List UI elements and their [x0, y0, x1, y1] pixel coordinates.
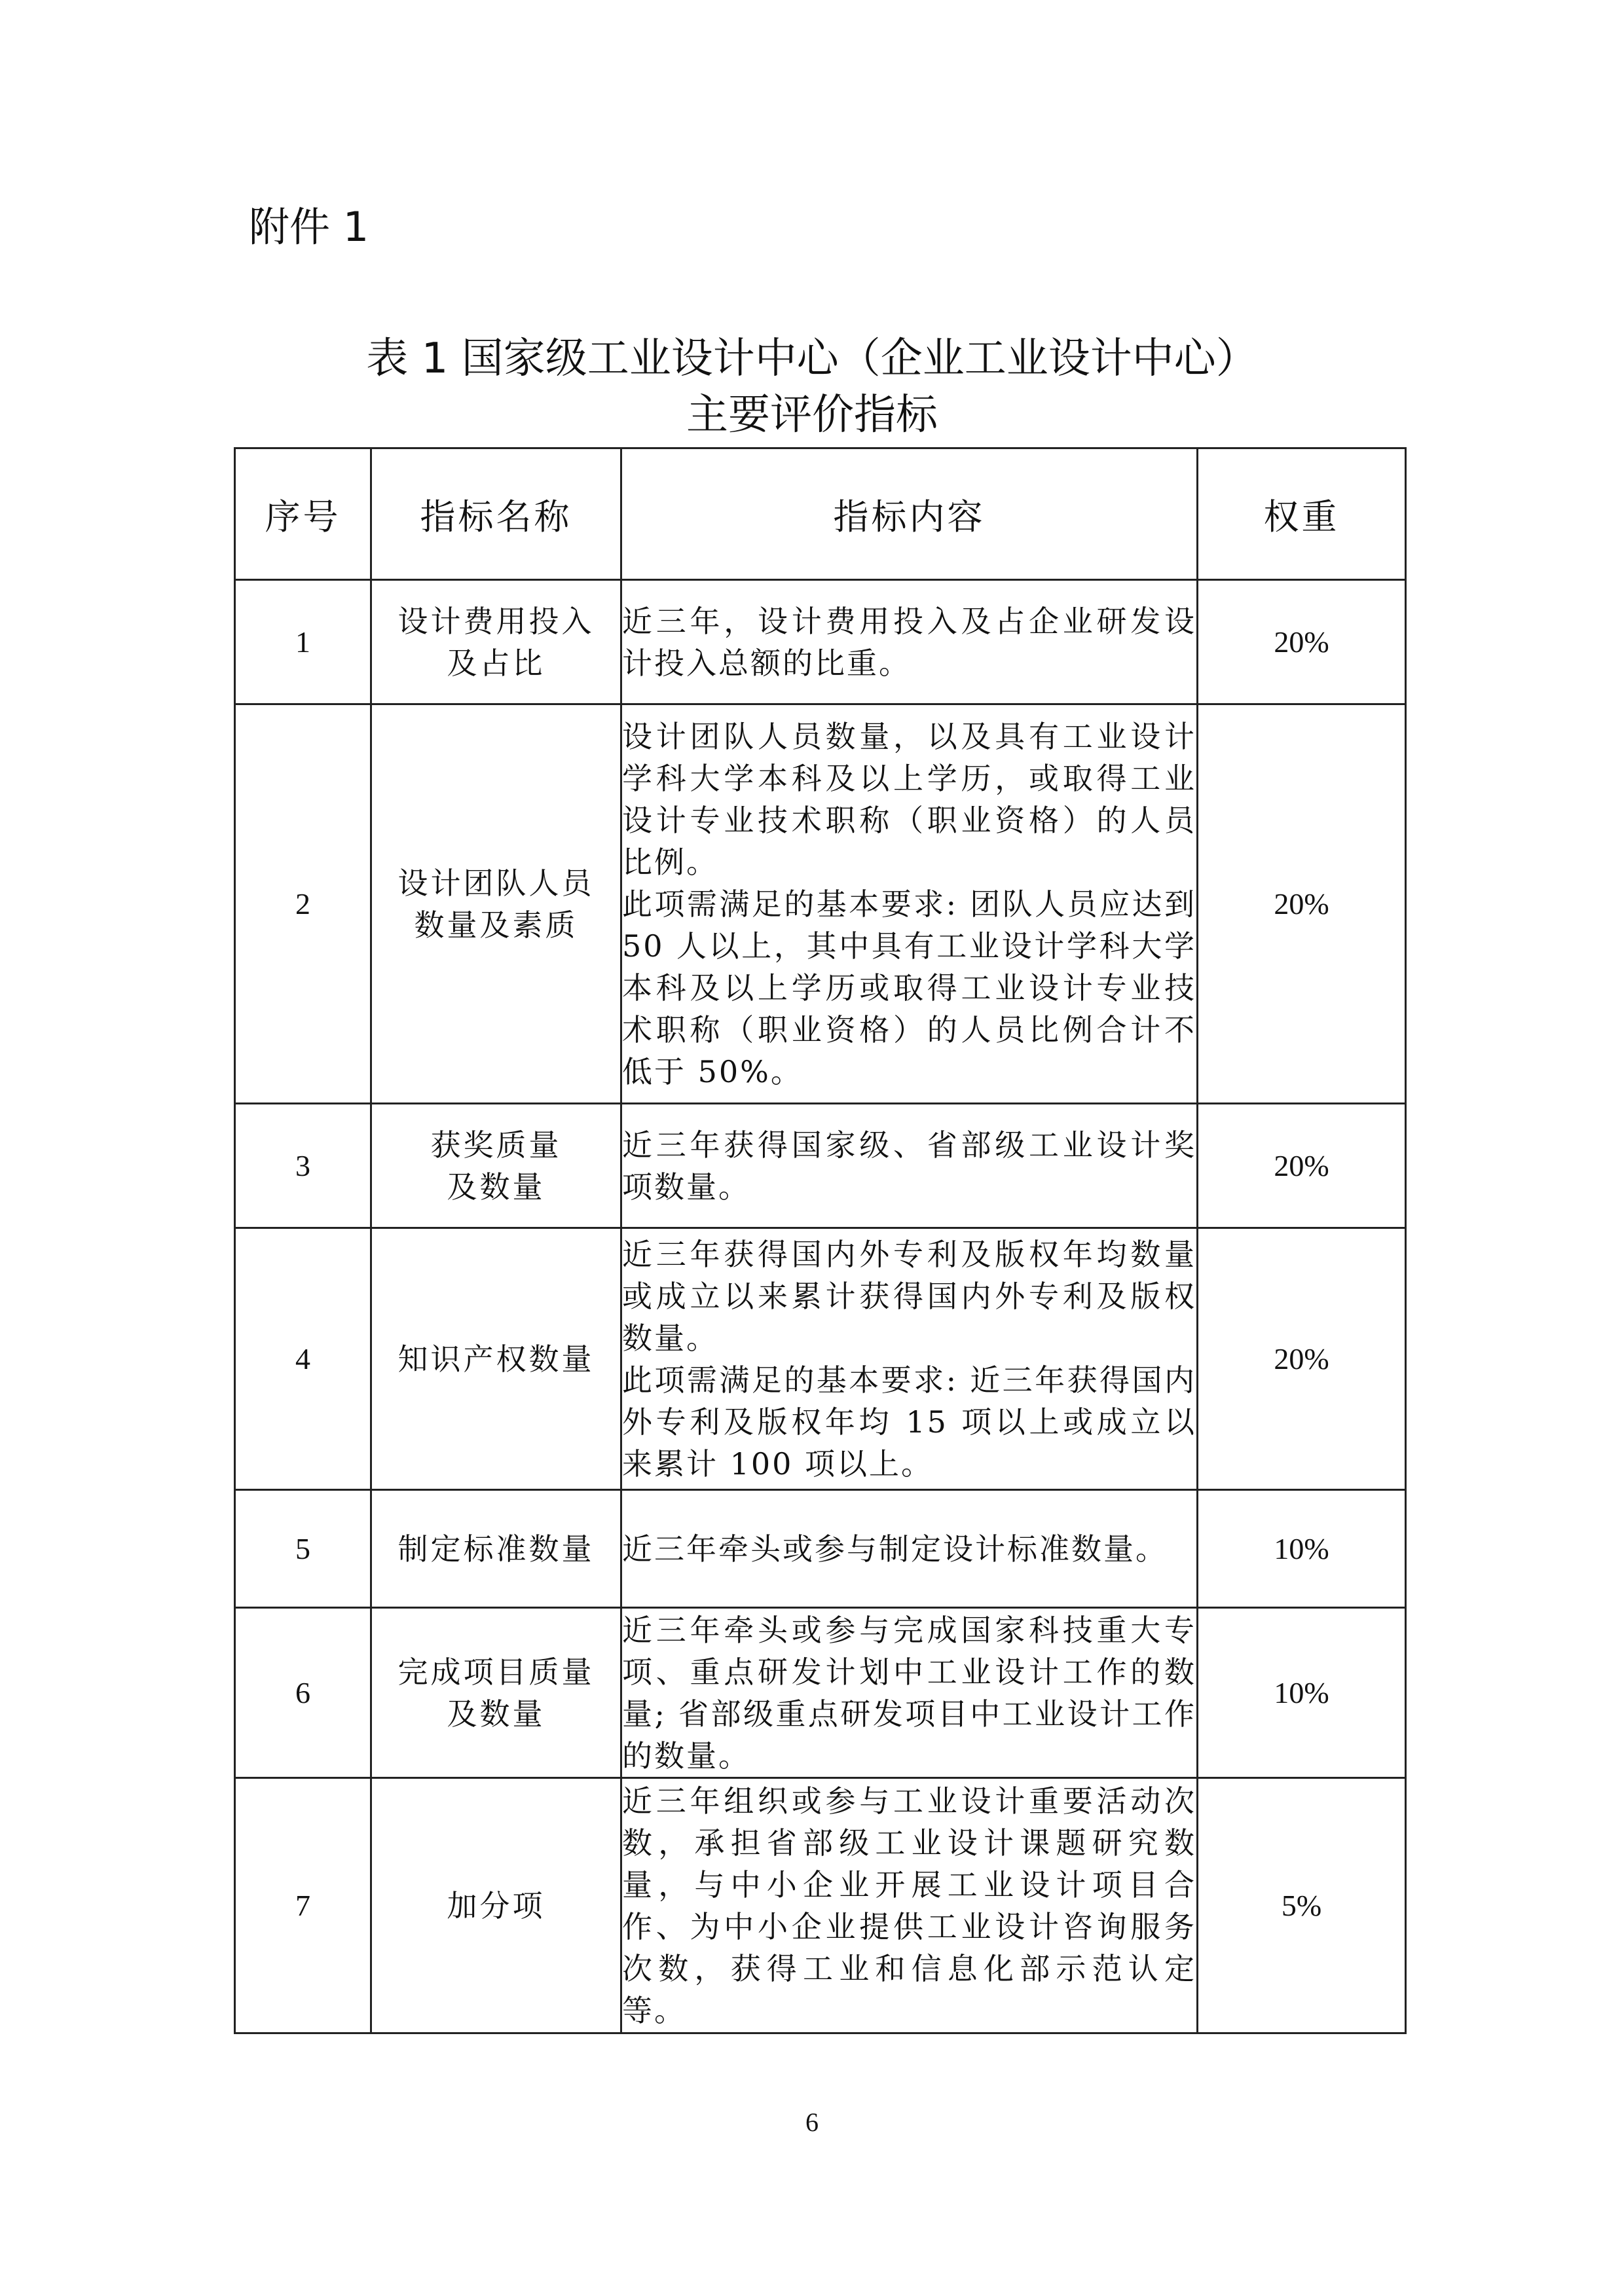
indicator-weight: 10% [1198, 1490, 1406, 1608]
indicator-content [621, 1608, 1198, 1778]
row-number: 3 [235, 1104, 371, 1228]
indicator-content [621, 704, 1198, 1104]
indicator-name-line: 知识产权数量 [397, 1341, 595, 1377]
table-row [235, 1228, 1406, 1490]
attachment-label: 附件 1 [249, 203, 369, 251]
indicator-weight: 20% [1198, 704, 1406, 1104]
indicator-content-paragraph: 此项需满足的基本要求: 团队人员应达到 50 人以上，其中具有工业设计学科大学本科及以上学历或取得工业设计专业技术职称（职业资格）的人员比例合计不低于 50%。 [622, 886, 1196, 1089]
table-subtitle: 主要评价指标 [686, 391, 938, 439]
indicator-name-line: 数量及素质 [414, 907, 578, 943]
indicator-name [371, 1608, 621, 1778]
indicator-content-paragraph: 设计团队人员数量，以及具有工业设计学科大学本科及以上学历，或取得工业设计专业技术职称（职业资格）的人员比例。 [622, 718, 1196, 880]
indicator-name-line: 设计费用投入 [397, 603, 595, 639]
indicator-name-line: 设计团队人员 [397, 865, 595, 901]
indicator-weight: 5% [1198, 1778, 1406, 2033]
indicator-content-paragraph: 近三年牵头或参与完成国家科技重大专项、重点研发计划中工业设计工作的数量; 省部级重点研发项目中工业设计工作的数量。 [622, 1612, 1196, 1774]
indicator-name-line: 及数量 [447, 1169, 545, 1205]
indicator-name-line: 完成项目质量 [397, 1654, 595, 1690]
table-title: 表 1 国家级工业设计中心（企业工业设计中心） [366, 335, 1258, 383]
indicator-name-line: 及占比 [447, 645, 545, 681]
table-row [235, 1778, 1406, 2033]
indicator-name [371, 1490, 621, 1608]
table-header-row [235, 448, 1406, 580]
indicator-name [371, 580, 621, 704]
indicator-name-line: 获奖质量 [430, 1127, 562, 1163]
header-content: 指标内容 [621, 448, 1198, 580]
indicator-weight: 20% [1198, 1104, 1406, 1228]
page-number: 6 [805, 2107, 819, 2137]
indicator-name-line: 及数量 [447, 1696, 545, 1732]
row-number: 7 [235, 1778, 371, 2033]
indicator-name [371, 1228, 621, 1490]
indicator-content-paragraph: 近三年获得国家级、省部级工业设计奖项数量。 [622, 1127, 1196, 1205]
indicator-content [621, 580, 1198, 704]
indicator-name [371, 704, 621, 1104]
row-number: 2 [235, 704, 371, 1104]
table-row [235, 704, 1406, 1104]
indicator-content-paragraph: 此项需满足的基本要求: 近三年获得国内外专利及版权年均 15 项以上或成立以来累计 100 项以上。 [622, 1362, 1196, 1482]
row-number: 4 [235, 1228, 371, 1490]
indicator-name [371, 1104, 621, 1228]
indicator-name-line: 制定标准数量 [397, 1531, 595, 1567]
indicator-content [621, 1104, 1198, 1228]
header-no: 序号 [235, 448, 371, 580]
indicator-content [621, 1490, 1198, 1608]
indicator-content-paragraph: 近三年组织或参与工业设计重要活动次数，承担省部级工业设计课题研究数量，与中小企业开展工业设计项目合作、为中小企业提供工业设计咨询服务次数，获得工业和信息化部示范认定等。 [622, 1783, 1196, 2028]
indicator-content-paragraph: 近三年获得国内外专利及版权年均数量或成立以来累计获得国内外专利及版权数量。 [622, 1236, 1196, 1356]
indicator-name-line: 加分项 [447, 1887, 545, 1923]
row-number: 6 [235, 1608, 371, 1778]
indicators-table [234, 447, 1407, 2034]
indicator-weight: 20% [1198, 580, 1406, 704]
indicator-name [371, 1778, 621, 2033]
table-row [235, 1608, 1406, 1778]
row-number: 1 [235, 580, 371, 704]
indicator-content [621, 1778, 1198, 2033]
indicator-content [621, 1228, 1198, 1490]
header-name: 指标名称 [371, 448, 621, 580]
indicator-weight: 20% [1198, 1228, 1406, 1490]
header-weight: 权重 [1198, 448, 1406, 580]
table-row [235, 580, 1406, 704]
table-row [235, 1490, 1406, 1608]
indicator-content-paragraph: 近三年，设计费用投入及占企业研发设计投入总额的比重。 [622, 603, 1196, 681]
indicator-weight: 10% [1198, 1608, 1406, 1778]
table-row [235, 1104, 1406, 1228]
indicator-content-paragraph: 近三年牵头或参与制定设计标准数量。 [622, 1531, 1168, 1567]
row-number: 5 [235, 1490, 371, 1608]
